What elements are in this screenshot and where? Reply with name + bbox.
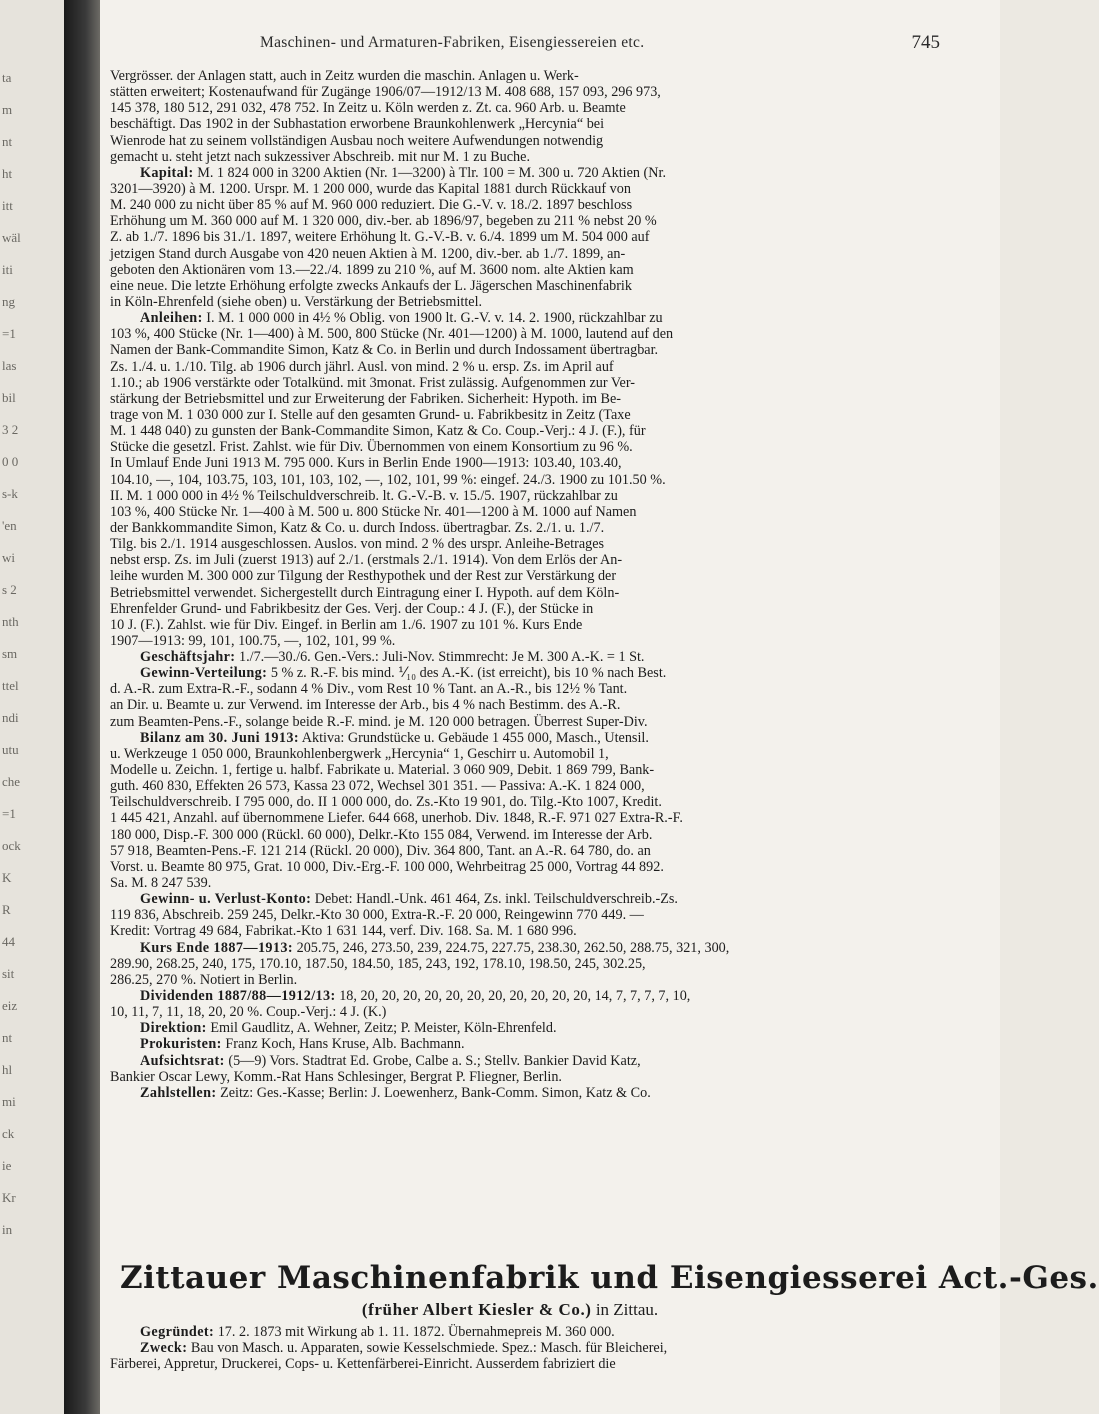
previous-page-fragment: iti — [2, 262, 13, 277]
line-text: 5 % z. R.-F. bis mind. ⅟₁₀ des A.-K. (ist erreicht), bis 10 % nach Best. — [267, 665, 667, 682]
line-text: 1./7.—30./6. Gen.-Vers.: Juli-Nov. Stimmrecht: Je M. 300 A.-K. = 1 St. — [235, 649, 645, 666]
line-text: Bankier Oscar Lewy, Komm.-Rat Hans Schlesinger, Bergrat P. Fliegner, Berlin. — [110, 1068, 562, 1085]
company-location: in Zittau. — [591, 1300, 659, 1319]
line-text: 10, 11, 7, 11, 18, 20, 20 %. Coup.-Verj.: 4 J. (K.) — [110, 1004, 387, 1021]
previous-page-fragment: las — [2, 358, 17, 373]
line-text: 17. 2. 1873 mit Wirkung ab 1. 11. 1872. Übernahmepreis M. 360 000. — [214, 1324, 615, 1340]
line-text: an Dir. u. Beamte u. zur Verwend. im Interesse der Arb., bis 4 % nach Bestimm. des A.-R. — [110, 697, 621, 714]
line-text: 289.90, 268.25, 240, 175, 170.10, 187.50, 184.50, 185, 243, 192, 178.10, 198.50, 245, 302.25, — [110, 955, 646, 972]
line-text: jetzigen Stand durch Ausgabe von 420 neuen Aktien à M. 1200, div.-ber. ab 1./7. 1899, an- — [110, 245, 626, 262]
text-line — [110, 585, 910, 601]
previous-page-fragment: ock — [2, 838, 21, 853]
text-line — [110, 762, 910, 778]
text-line — [110, 278, 910, 294]
line-text: 145 378, 180 512, 291 032, 478 752. In Zeitz u. Köln werden z. Zt. ca. 960 Arb. u. Beamte — [110, 100, 626, 117]
line-text: Kredit: Vortrag 49 684, Fabrikat.-Kto 1 631 144, verf. Div. 168. Sa. M. 1 680 996. — [110, 923, 577, 940]
text-line — [110, 536, 910, 552]
text-line — [110, 730, 910, 746]
text-line — [110, 520, 910, 536]
previous-page-fragment: =1 — [2, 806, 16, 821]
section-label: Bilanz am 30. Juni 1913: — [140, 729, 299, 746]
line-text: Stücke die gesetzl. Frist. Zahlst. wie für Div. Übernommen von einem Konsortium zu 96 %. — [110, 439, 633, 456]
line-text: 205.75, 246, 273.50, 239, 224.75, 227.75, 238.30, 262.50, 288.75, 321, 300, — [293, 939, 730, 956]
previous-page-fragment: m — [2, 102, 13, 117]
text-line — [110, 310, 910, 326]
line-text: in Köln-Ehrenfeld (siehe oben) u. Verstärkung der Betriebsmittel. — [110, 293, 483, 310]
text-line — [110, 246, 910, 262]
line-text: stätten erweitert; Kostenaufwand für Zugänge 1906/07—1912/13 M. 408 688, 157 093, 296 973, — [110, 84, 661, 101]
text-line — [110, 391, 910, 407]
line-text: 119 836, Abschreib. 259 245, Delkr.-Kto 30 000, Extra-R.-F. 20 000, Reingewinn 770 449. — — [110, 907, 644, 924]
running-title: Maschinen- und Armaturen-Fabriken, Eisengiessereien etc. — [260, 34, 645, 51]
line-text: 1 445 421, Anzahl. auf übernommene Liefer. 644 668, unerhob. Div. 1848, R.-F. 971 027 Extra-R.-F. — [110, 810, 683, 827]
text-line — [110, 907, 910, 923]
line-text: Ehrenfelder Grund- und Fabrikbesitz der Ges. Verj. der Coup.: 4 J. (F.), der Stücke in — [110, 600, 594, 617]
previous-page-fragment: bil — [2, 390, 16, 405]
previous-page-fragment: mi — [2, 1094, 16, 1109]
text-line — [110, 1053, 910, 1069]
text-line — [110, 843, 910, 859]
text-line — [110, 972, 910, 988]
company-text-block — [110, 1324, 910, 1372]
text-line — [110, 665, 910, 681]
text-line — [110, 1085, 910, 1101]
line-text: Betriebsmittel verwendet. Sichergestellt durch Eintragung einer I. Hypoth. auf dem Köln- — [110, 584, 620, 601]
line-text: Z. ab 1./7. 1896 bis 31./1. 1897, weitere Erhöhung lt. G.-V.-B. v. 6./4. 1899 um M. 504 000 auf — [110, 229, 650, 246]
line-text: trage von M. 1 030 000 zur I. Stelle auf den gesamten Grund- u. Fabrikbesitz in Zeitz (Taxe — [110, 406, 631, 423]
line-text: 103 %, 400 Stücke (Nr. 1—400) à M. 500, 800 Stücke (Nr. 401—1200) à M. 1000, lautend auf den — [110, 326, 674, 343]
text-line — [110, 1036, 910, 1052]
text-line — [110, 1069, 910, 1085]
line-text: guth. 460 830, Effekten 26 573, Kassa 23 072, Wechsel 301 351. — Passiva: A.-K. 1 824 000, — [110, 778, 645, 795]
text-line — [110, 859, 910, 875]
previous-page-fragment: 3 2 — [2, 422, 19, 437]
section-label: Zahlstellen: — [140, 1084, 217, 1101]
previous-page-fragment: ck — [2, 1126, 15, 1141]
line-text: 103 %, 400 Stücke Nr. 1—400 à M. 500 u. 800 Stücke Nr. 401—1200 à M. 1000 auf Namen — [110, 503, 637, 520]
previous-page-fragment: 'en — [2, 518, 17, 533]
text-line — [110, 891, 910, 907]
previous-page-fragment: in — [2, 1222, 13, 1237]
text-line — [110, 262, 910, 278]
section-label: Aufsichtsrat: — [140, 1052, 225, 1069]
line-text: eine neue. Die letzte Erhöhung erfolgte zwecks Ankaufs der L. Jägerschen Maschinenfabrik — [110, 277, 632, 294]
line-text: d. A.-R. zum Extra-R.-F., sodann 4 % Div., vom Rest 10 % Tant. an A.-R., bis 12½ % Tant. — [110, 681, 628, 698]
line-text: leihe wurden M. 300 000 zur Tilgung der Resthypothek und der Rest zur Verstärkung der — [110, 568, 617, 585]
text-line — [110, 601, 910, 617]
text-line — [110, 827, 910, 843]
text-line — [110, 84, 910, 100]
text-line — [110, 342, 910, 358]
text-line — [110, 875, 910, 891]
line-text: II. M. 1 000 000 in 4½ % Teilschuldverschreib. lt. G.-V.-B. v. 15./5. 1907, rückzahlbar zu — [110, 487, 618, 504]
text-line — [110, 810, 910, 826]
line-text: nebst ersp. Zs. im Juli (zuerst 1913) auf 2./1. (erstmals 2./1. 1914). Von dem Erlös der An- — [110, 552, 623, 569]
text-line — [110, 1020, 910, 1036]
line-text: der Bankkommandite Simon, Katz & Co. u. durch Indoss. übertragbar. Zs. 2./1. u. 1./7. — [110, 519, 605, 536]
previous-page-fragment: ttel — [2, 678, 19, 693]
previous-page-fragment: 0 0 — [2, 454, 19, 469]
line-text: M. 240 000 zu nicht über 85 % auf M. 960 000 reduziert. Die G.-V. v. 18./2. 1897 beschloss — [110, 197, 633, 214]
line-text: Debet: Handl.-Unk. 461 464, Zs. inkl. Teilschuldverschreib.-Zs. — [311, 891, 678, 908]
book-gutter — [64, 0, 100, 1414]
line-text: zum Beamten-Pens.-F., solange beide R.-F. mind. je M. 120 000 betragen. Überrest Super-Div. — [110, 713, 648, 730]
previous-page-fragment: Kr — [2, 1190, 16, 1205]
text-line — [110, 100, 910, 116]
text-line — [110, 617, 910, 633]
text-line — [110, 778, 910, 794]
line-text: 10 J. (F.). Zahlst. wie für Div. Eingef. in Berlin am 1./6. 1907 zu 101 %. Kurs Ende — [110, 616, 583, 633]
text-line — [110, 681, 910, 697]
text-line — [110, 439, 910, 455]
section-label: Dividenden 1887/88—1912/13: — [140, 988, 336, 1005]
text-line — [110, 116, 910, 132]
line-text: geboten den Aktionären vom 13.—22./4. 1899 zu 210 %, auf M. 3600 nom. alte Aktien kam — [110, 261, 634, 278]
section-label: Gegründet: — [140, 1324, 215, 1340]
previous-page-fragment: nt — [2, 134, 13, 149]
line-text: 3201—3920) à M. 1200. Urspr. M. 1 200 000, wurde das Kapital 1881 durch Rückkauf von — [110, 180, 631, 197]
previous-page-fragment: ie — [2, 1158, 12, 1173]
line-text: Zeitz: Ges.-Kasse; Berlin: J. Loewenherz, Bank-Comm. Simon, Katz & Co. — [216, 1084, 651, 1101]
previous-page-edge — [0, 0, 64, 1414]
previous-page-fragment: ndi — [2, 710, 19, 725]
text-line — [110, 940, 910, 956]
text-line — [110, 133, 910, 149]
line-text: (5—9) Vors. Stadtrat Ed. Grobe, Calbe a. S.; Stellv. Bankier David Katz, — [224, 1052, 641, 1069]
line-text: gemacht u. steht jetzt nach sukzessiver Abschreib. mit nur M. 1 zu Buche. — [110, 148, 530, 165]
text-line — [110, 1324, 910, 1340]
text-line — [110, 1340, 910, 1356]
text-line — [110, 923, 910, 939]
line-text: Vorst. u. Beamte 80 975, Grat. 10 000, Div.-Erg.-F. 100 000, Wehrbeitrag 25 000, Vortrag 44 892. — [110, 858, 664, 875]
text-line — [110, 423, 910, 439]
section-label: Gewinn- u. Verlust-Konto: — [140, 891, 312, 908]
text-line — [110, 149, 910, 165]
previous-page-fragment: nt — [2, 1030, 13, 1045]
previous-page-fragment: itt — [2, 198, 13, 213]
line-text: Aktiva: Grundstücke u. Gebäude 1 455 000, Masch., Utensil. — [298, 729, 649, 746]
text-line — [110, 956, 910, 972]
text-line — [110, 633, 910, 649]
previous-page-fragment: wäl — [2, 230, 21, 245]
text-line — [110, 197, 910, 213]
line-text: stärkung der Betriebsmittel und zur Erweiterung der Fabriken. Sicherheit: Hypoth. im Be- — [110, 390, 622, 407]
previous-page-fragment: ht — [2, 166, 13, 181]
text-line — [110, 504, 910, 520]
previous-page-fragment: hl — [2, 1062, 13, 1077]
line-text: u. Werkzeuge 1 050 000, Braunkohlenbergwerk „Hercynia“ 1, Geschirr u. Automobil 1, — [110, 745, 609, 762]
text-line — [110, 649, 910, 665]
text-line — [110, 455, 910, 471]
line-text: 57 918, Beamten-Pens.-F. 121 214 (Rückl. 20 000), Div. 364 800, Tant. an A.-R. 64 780, do. an — [110, 842, 651, 859]
line-text: Modelle u. Zeichn. 1, fertige u. halbf. Fabrikate u. Material. 3 060 909, Debit. 1 869 799, Bank- — [110, 762, 655, 779]
previous-page-fragment: s-k — [2, 486, 18, 501]
previous-page-fragment: ta — [2, 70, 12, 85]
section-label: Prokuristen: — [140, 1036, 222, 1053]
line-text: M. 1 448 040) zu gunsten der Bank-Commandite Simon, Katz & Co. Coup.-Verj.: 4 J. (F.), für — [110, 423, 646, 440]
line-text: Zs. 1./4. u. 1./10. Tilg. ab 1906 durch jährl. Ausl. von mind. 2 % u. ersp. Zs. im April auf — [110, 358, 614, 375]
company-heading: Zittauer Maschinenfabrik und Eisengiesserei Act.-Ges. — [120, 1260, 1099, 1296]
previous-page-fragment: che — [2, 774, 21, 789]
line-text: 104.10, —, 104, 103.75, 103, 101, 103, 102, —, 102, 101, 99 %: eingef. 24./3. 1900 zu 101.50 %. — [110, 471, 666, 488]
section-label: Geschäftsjahr: — [140, 649, 236, 666]
text-line — [110, 68, 910, 84]
section-label: Direktion: — [140, 1020, 207, 1037]
line-text: Teilschuldverschreib. I 795 000, do. II 1 000 000, do. Zs.-Kto 19 901, do. Tilg.-Kto 1007, Kredit. — [110, 794, 662, 811]
previous-page-fragment: K — [2, 870, 12, 885]
line-text: Emil Gaudlitz, A. Wehner, Zeitz; P. Meister, Köln-Ehrenfeld. — [206, 1020, 557, 1037]
previous-page-fragment: R — [2, 902, 11, 917]
text-line — [110, 375, 910, 391]
line-text: 286.25, 270 %. Notiert in Berlin. — [110, 971, 298, 988]
previous-page-fragment: 44 — [2, 934, 15, 949]
section-label: Anleihen: — [140, 310, 203, 327]
text-line — [110, 488, 910, 504]
text-line — [110, 1356, 910, 1372]
line-text: I. M. 1 000 000 in 4½ % Oblig. von 1900 lt. G.-V. v. 14. 2. 1900, rückzahlbar zu — [202, 310, 663, 327]
line-text: 1907—1913: 99, 101, 100.75, —, 102, 101, 99 %. — [110, 632, 396, 649]
line-text: 18, 20, 20, 20, 20, 20, 20, 20, 20, 20, 20, 20, 14, 7, 7, 7, 7, 10, — [335, 988, 691, 1005]
line-text: M. 1 824 000 in 3200 Aktien (Nr. 1—3200) à Tlr. 100 = M. 300 u. 720 Aktien (Nr. — [193, 164, 667, 181]
line-text: Färberei, Appretur, Druckerei, Cops- u. Kettenfärberei-Einricht. Ausserdem fabriziert die — [110, 1356, 616, 1373]
section-label: Kapital: — [140, 164, 194, 181]
previous-page-fragment: wi — [2, 550, 15, 565]
line-text: 1.10.; ab 1906 verstärkte oder Totalkünd. mit 3monat. Frist zulässig. Aufgenommen zur Ver- — [110, 374, 636, 391]
text-line — [110, 697, 910, 713]
previous-page-fragment: sm — [2, 646, 18, 661]
text-line — [110, 568, 910, 584]
text-line — [110, 213, 910, 229]
previous-page-fragment: ng — [2, 294, 15, 309]
page-header — [100, 32, 940, 56]
page-number: 745 — [911, 32, 940, 53]
line-text: beschäftigt. Das 1902 in der Subhastation erworbene Braunkohlenwerk „Hercynia“ bei — [110, 116, 605, 133]
company-subheading — [120, 1300, 900, 1320]
previous-page-fragment: utu — [2, 742, 19, 757]
text-line — [110, 294, 910, 310]
main-text-block — [110, 68, 910, 1101]
section-label: Kurs Ende 1887—1913: — [140, 939, 294, 956]
text-line — [110, 794, 910, 810]
line-text: Erhöhung um M. 360 000 auf M. 1 320 000, div.-ber. ab 1896/97, begeben zu 211 % nebst 20 % — [110, 213, 657, 230]
company-former-name: (früher Albert Kiesler & Co.) — [361, 1300, 592, 1319]
text-line — [110, 359, 910, 375]
previous-page-fragment: nth — [2, 614, 19, 629]
text-line — [110, 326, 910, 342]
previous-page-fragment: s 2 — [2, 582, 17, 597]
line-text: Tilg. bis 2./1. 1914 ausgeschlossen. Auslos. von mind. 2 % des urspr. Anleihe-Betrages — [110, 536, 605, 553]
line-text: In Umlauf Ende Juni 1913 M. 795 000. Kurs in Berlin Ende 1900—1913: 103.40, 103.40, — [110, 455, 622, 472]
line-text: Vergrösser. der Anlagen statt, auch in Zeitz wurden die maschin. Anlagen u. Werk- — [110, 68, 579, 84]
section-label: Zweck: — [140, 1340, 188, 1357]
text-line — [110, 472, 910, 488]
line-text: Sa. M. 8 247 539. — [110, 875, 212, 892]
previous-page-fragment: eiz — [2, 998, 18, 1013]
text-line — [110, 988, 910, 1004]
text-line — [110, 229, 910, 245]
line-text: Bau von Masch. u. Apparaten, sowie Kesselschmiede. Spez.: Masch. für Bleicherei, — [187, 1340, 668, 1357]
line-text: Franz Koch, Hans Kruse, Alb. Bachmann. — [221, 1036, 465, 1053]
text-line — [110, 714, 910, 730]
text-line — [110, 181, 910, 197]
previous-page-fragment: sit — [2, 966, 15, 981]
text-line — [110, 407, 910, 423]
text-line — [110, 746, 910, 762]
text-line — [110, 552, 910, 568]
previous-page-fragment: =1 — [2, 326, 16, 341]
text-line — [110, 165, 910, 181]
text-line — [110, 1004, 910, 1020]
line-text: 180 000, Disp.-F. 300 000 (Rückl. 60 000), Delkr.-Kto 155 084, Verwend. im Interesse der Arb. — [110, 826, 653, 843]
line-text: Namen der Bank-Commandite Simon, Katz & Co. in Berlin und durch Indossament übertragbar. — [110, 342, 659, 359]
line-text: Wienrode hat zu seinem vollständigen Ausbau noch weitere Aufwendungen notwendig — [110, 132, 604, 149]
section-label: Gewinn-Verteilung: — [140, 665, 268, 682]
